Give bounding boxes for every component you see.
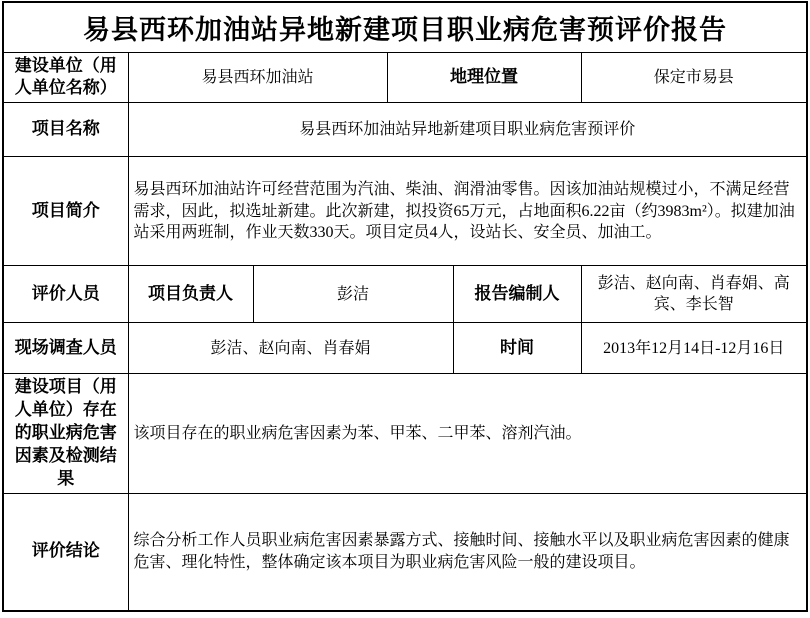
hazard-factors-row — [3, 374, 807, 494]
survey-time-value: 2013年12月14日-12月16日 — [581, 323, 807, 374]
evaluators-label: 评价人员 — [3, 266, 128, 323]
survey-time-label: 时间 — [453, 323, 581, 374]
report-authors-label: 报告编制人 — [453, 266, 581, 323]
project-intro-value: 易县西环加油站许可经营范围为汽油、柴油、润滑油零售。因该加油站规模过小，不满足经营需求，因此，拟选址新建。此次新建，拟投资65万元，占地面积6.22亩（约3983m²）。拟建加油站采用两班制，作业天数330天。项目定员4人，设站长、安全员、加油工。 — [128, 157, 807, 266]
project-leader-label: 项目负责人 — [128, 266, 253, 323]
evaluators-row — [3, 266, 807, 323]
report-title: 易县西环加油站异地新建项目职业病危害预评价报告 — [3, 2, 807, 52]
construction-unit-row — [3, 52, 807, 103]
project-leader-value: 彭洁 — [253, 266, 453, 323]
title-row — [3, 2, 807, 52]
site-survey-row — [3, 323, 807, 374]
pre-evaluation-report-table — [2, 1, 808, 612]
site-survey-value: 彭洁、赵向南、肖春娟 — [128, 323, 453, 374]
project-name-label: 项目名称 — [3, 103, 128, 157]
conclusion-value: 综合分析工作人员职业病危害因素暴露方式、接触时间、接触水平以及职业病危害因素的健康危害、理化特性，整体确定该本项目为职业病危害风险一般的建设项目。 — [128, 494, 807, 611]
geographic-location-label: 地理位置 — [387, 52, 581, 103]
geographic-location-value: 保定市易县 — [581, 52, 807, 103]
project-name-row — [3, 103, 807, 157]
conclusion-label: 评价结论 — [3, 494, 128, 611]
construction-unit-value: 易县西环加油站 — [128, 52, 387, 103]
project-name-value: 易县西环加油站异地新建项目职业病危害预评价 — [128, 103, 807, 157]
hazard-factors-value: 该项目存在的职业病危害因素为苯、甲苯、二甲苯、溶剂汽油。 — [128, 374, 807, 494]
report-authors-value: 彭洁、赵向南、肖春娟、高宾、李长智 — [581, 266, 807, 323]
conclusion-row — [3, 494, 807, 611]
hazard-factors-label: 建设项目（用人单位）存在的职业病危害因素及检测结果 — [3, 374, 128, 494]
construction-unit-label: 建设单位（用人单位名称） — [3, 52, 128, 103]
site-survey-label: 现场调查人员 — [3, 323, 128, 374]
project-intro-row — [3, 157, 807, 266]
project-intro-label: 项目简介 — [3, 157, 128, 266]
